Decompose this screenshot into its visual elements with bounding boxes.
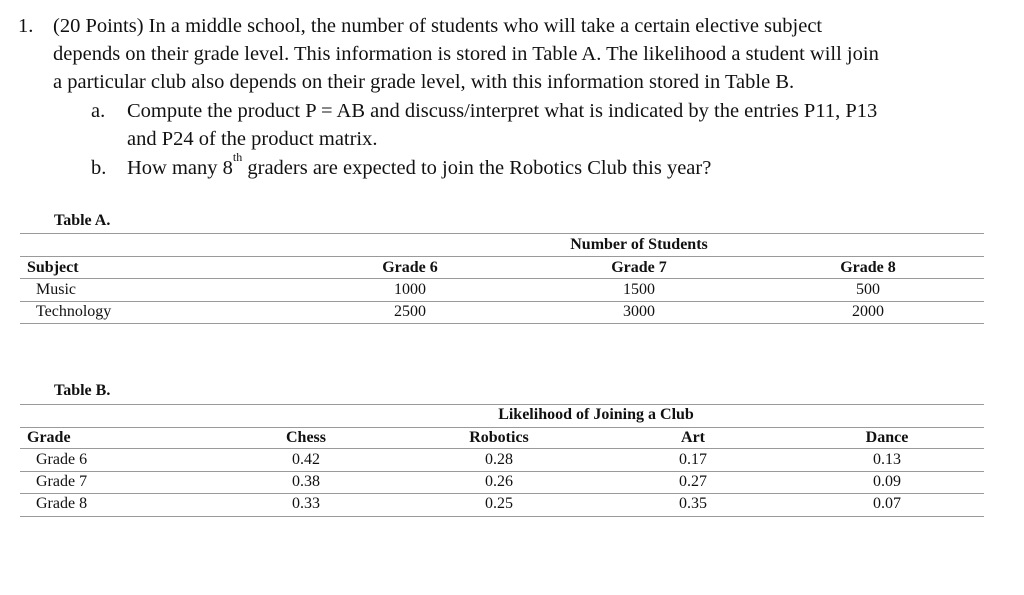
question-line-2: depends on their grade level. This information is stored in Table A. The likelihood a student will join bbox=[53, 43, 879, 65]
table-b-cell: 0.25 bbox=[485, 495, 513, 512]
table-b-cell: 0.42 bbox=[292, 451, 320, 468]
table-b-row-rule bbox=[20, 471, 984, 472]
question-line-1: (20 Points) In a middle school, the number of students who will take a certain elective subject bbox=[53, 15, 823, 37]
part-a-line-1: Compute the product P = AB and discuss/interpret what is indicated by the entries P11, P13 bbox=[127, 100, 878, 122]
table-a-cell: 500 bbox=[856, 281, 880, 298]
table-b-header-rule bbox=[20, 448, 984, 449]
part-b-marker: b. bbox=[91, 157, 107, 179]
table-b-cell: 0.09 bbox=[873, 473, 901, 490]
table-a-row-rule bbox=[20, 301, 984, 302]
table-b-col-robotics: Robotics bbox=[469, 429, 529, 446]
table-a-cell: 1000 bbox=[394, 281, 426, 298]
part-b-text bbox=[127, 150, 712, 182]
table-a-cell: 2500 bbox=[394, 303, 426, 320]
table-b-row-header: Grade bbox=[27, 429, 71, 446]
table-a-cell: 1500 bbox=[623, 281, 655, 298]
part-b-after: graders are expected to join the Robotics Club this year? bbox=[242, 157, 712, 179]
table-b-col-dance: Dance bbox=[865, 429, 909, 446]
table-b-label: Table B. bbox=[54, 382, 111, 399]
table-b-cell: 0.13 bbox=[873, 451, 901, 468]
table-a-row-header: Subject bbox=[27, 259, 79, 276]
table-b-cell: 0.38 bbox=[292, 473, 320, 490]
table-b-row-name: Grade 8 bbox=[36, 495, 88, 512]
table-b-cell: 0.07 bbox=[873, 495, 901, 512]
table-b-cell: 0.26 bbox=[485, 473, 513, 490]
table-b-top-rule bbox=[20, 404, 984, 405]
table-b-cell: 0.33 bbox=[292, 495, 320, 512]
part-a-marker: a. bbox=[91, 100, 106, 122]
table-a-bottom-rule bbox=[20, 323, 984, 324]
question-number: 1. bbox=[18, 15, 34, 37]
table-b-cell: 0.35 bbox=[679, 495, 707, 512]
table-a-col-grade-6: Grade 6 bbox=[382, 259, 438, 276]
part-b-superscript: th bbox=[232, 150, 243, 164]
table-a-group-rule bbox=[20, 256, 984, 257]
part-a-line-2: and P24 of the product matrix. bbox=[127, 128, 378, 150]
table-a-col-grade-7: Grade 7 bbox=[611, 259, 667, 276]
table-b-col-art: Art bbox=[681, 429, 705, 446]
part-b-before: How many 8 bbox=[127, 157, 233, 179]
table-b-cell: 0.27 bbox=[679, 473, 707, 490]
table-a-label: Table A. bbox=[54, 212, 111, 229]
table-a-cell: 2000 bbox=[852, 303, 884, 320]
table-b-row-name: Grade 6 bbox=[36, 451, 88, 468]
table-a-top-rule bbox=[20, 233, 984, 234]
table-b-cell: 0.17 bbox=[679, 451, 707, 468]
table-b-bottom-rule bbox=[20, 516, 984, 517]
table-a-header-rule bbox=[20, 278, 984, 279]
table-b-row-rule bbox=[20, 493, 984, 494]
table-a-row-name: Music bbox=[36, 281, 76, 298]
table-b-col-chess: Chess bbox=[285, 429, 327, 446]
table-b-row-name: Grade 7 bbox=[36, 473, 88, 490]
table-a-cell: 3000 bbox=[623, 303, 655, 320]
table-b-group-header: Likelihood of Joining a Club bbox=[498, 406, 694, 423]
question-line-3: a particular club also depends on their grade level, with this information stored in Table B. bbox=[53, 71, 795, 93]
table-b-cell: 0.28 bbox=[485, 451, 513, 468]
table-b-group-rule bbox=[20, 427, 984, 428]
table-a-col-grade-8: Grade 8 bbox=[840, 259, 896, 276]
table-a-group-header: Number of Students bbox=[570, 236, 708, 253]
table-a-row-name: Technology bbox=[36, 303, 112, 320]
